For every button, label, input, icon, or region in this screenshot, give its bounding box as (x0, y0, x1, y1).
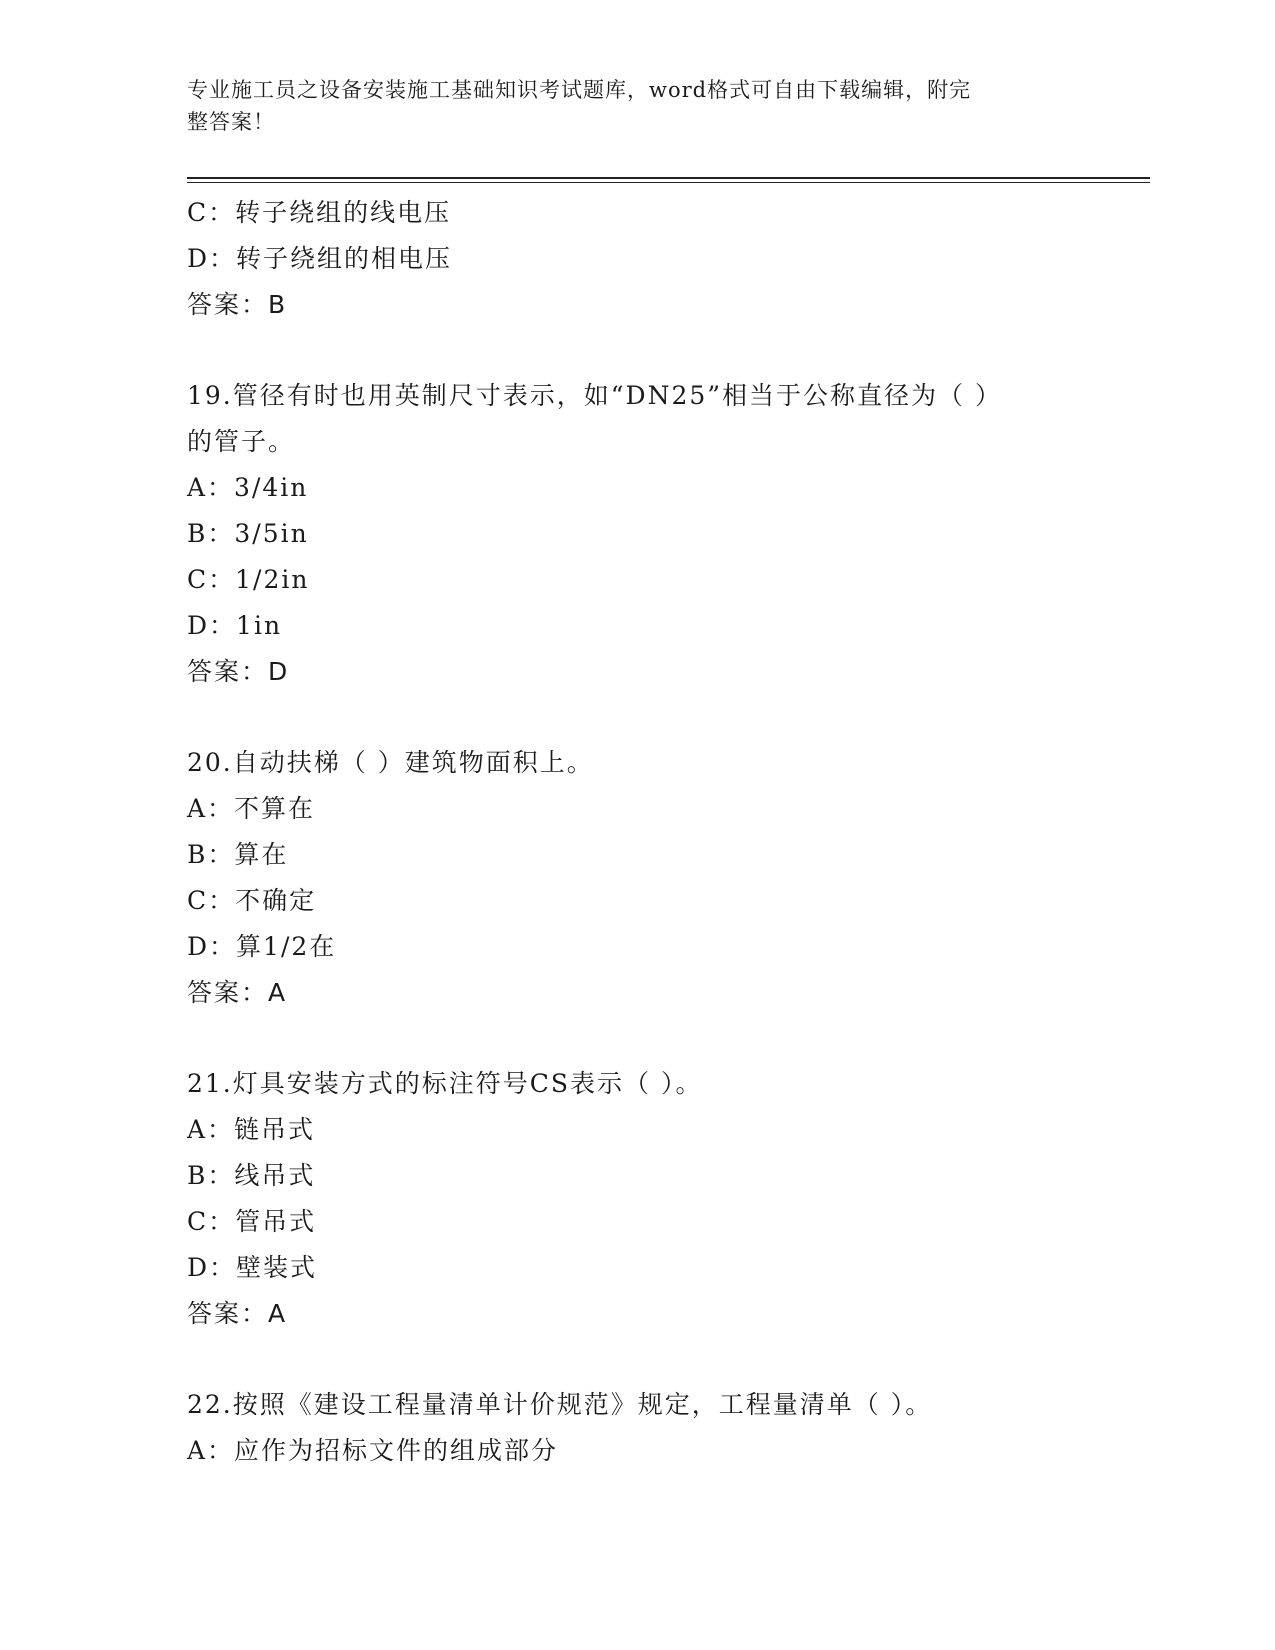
option-b: B：3/5in (187, 519, 309, 548)
option-b: B：算在 (187, 840, 289, 869)
option-d: D：壁装式 (187, 1253, 318, 1282)
question-20 (187, 740, 1067, 1016)
question-stem: 21.灯具安装方式的标注符号CS表示（ ）。 (187, 1069, 703, 1098)
answer-line: 答案：A (187, 978, 288, 1007)
question-19 (187, 373, 1067, 695)
question-spacer (187, 695, 1067, 740)
document-header (187, 74, 1067, 138)
answer-line: 答案：D (187, 657, 290, 686)
option-a: A：不算在 (187, 794, 316, 823)
answer-line: 答案：A (187, 1299, 288, 1328)
option-a: A：应作为招标文件的组成部分 (187, 1436, 559, 1465)
question-spacer (187, 1016, 1067, 1061)
question-stem: 19.管径有时也用英制尺寸表示，如“DN25”相当于公称直径为（ ） (187, 381, 1002, 410)
option-d: D：1in (187, 611, 283, 640)
option-c: C：不确定 (187, 886, 317, 915)
question-list (187, 190, 1067, 1474)
option-c: C：管吊式 (187, 1207, 317, 1236)
header-line-2: 整答案！ (187, 110, 275, 134)
question-22 (187, 1382, 1067, 1474)
answer-line: 答案：B (187, 290, 288, 319)
header-rule-thin (187, 182, 1150, 183)
option-c: C：1/2in (187, 565, 310, 594)
option-c: C：转子绕组的线电压 (187, 198, 452, 227)
question-21 (187, 1061, 1067, 1337)
question-spacer (187, 1337, 1067, 1382)
option-a: A：3/4in (187, 473, 309, 502)
question-spacer (187, 328, 1067, 373)
question-stem: 22.按照《建设工程量清单计价规范》规定，工程量清单（ ）。 (187, 1390, 933, 1419)
question-stem-cont: 的管子。 (187, 427, 296, 456)
option-b: B：线吊式 (187, 1161, 316, 1190)
option-a: A：链吊式 (187, 1115, 316, 1144)
question-stem: 20.自动扶梯（ ）建筑物面积上。 (187, 748, 594, 777)
option-d: D：算1/2在 (187, 932, 337, 961)
option-d: D：转子绕组的相电压 (187, 244, 453, 273)
header-rule-thick (187, 177, 1150, 179)
header-line-1: 专业施工员之设备安装施工基础知识考试题库，word格式可自由下载编辑，附完 (187, 78, 972, 102)
